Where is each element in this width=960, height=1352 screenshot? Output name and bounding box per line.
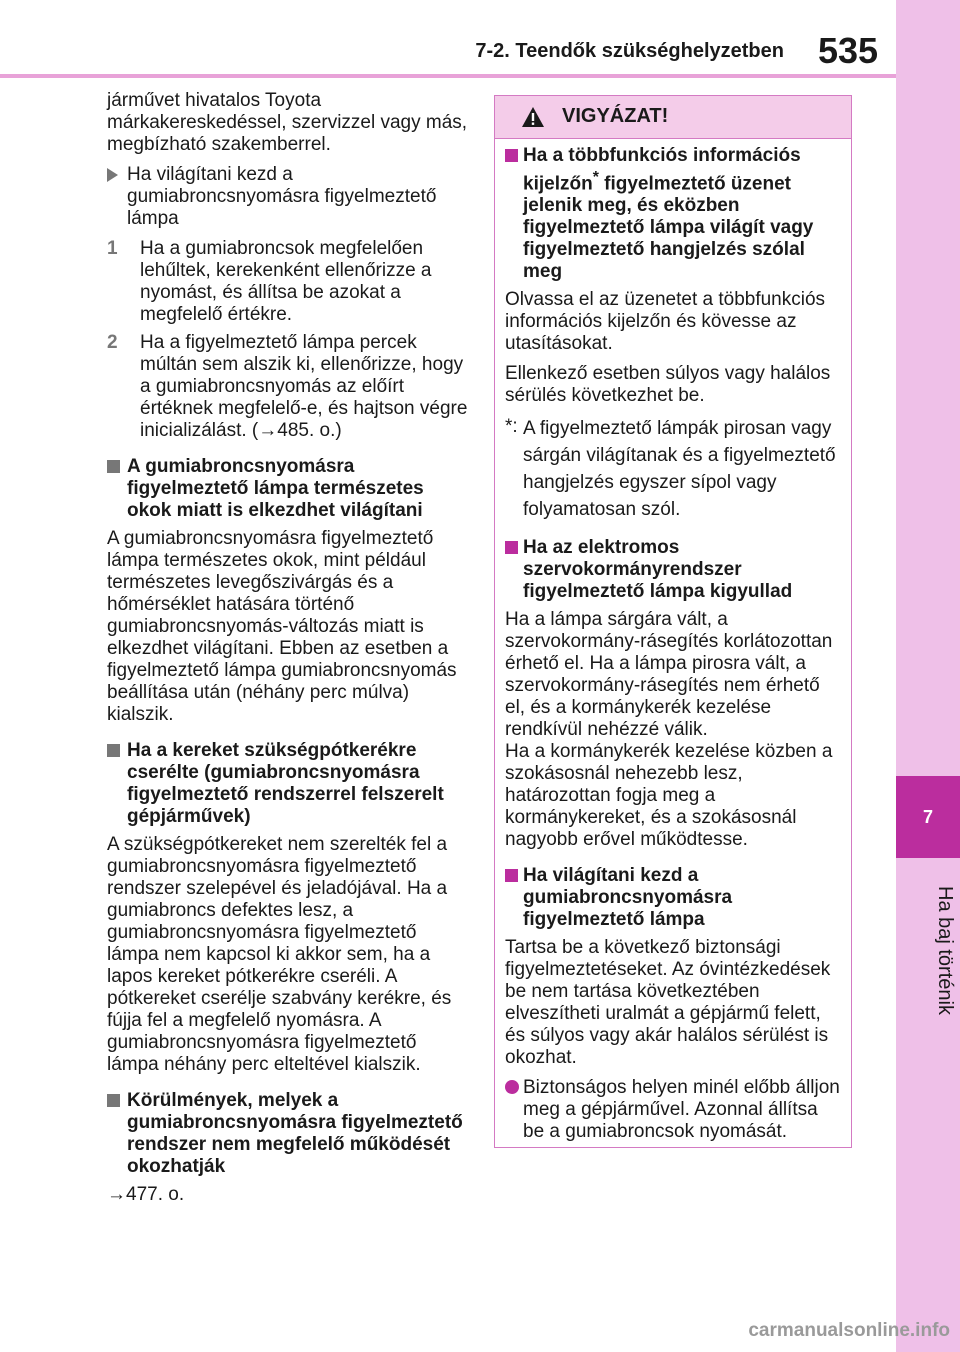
- warning-header: [495, 96, 851, 139]
- section-heading: Körülmények, melyek a gumiabroncsnyomásra figyelmeztető rendszer nem megfelelő működését okozhatják: [107, 1090, 469, 1178]
- section-body: A gumiabroncsnyomásra figyelmeztető lámpa természetes okok, mint például természetes levegőszivárgás és a hőmérséklet hatására történő gumiabroncsnyomás-változás miatt is elkezdhet világítani. Ebben az esetben a figyelmeztető lámpa gumiabroncsnyomás beállítása után (néhány perc múlva) kialszik.: [107, 528, 457, 725]
- warning-triangle-icon: [521, 106, 545, 128]
- square-bullet-icon: [107, 1094, 120, 1107]
- page-number: 535: [817, 30, 879, 71]
- triangle-bullet-icon: [107, 168, 118, 182]
- warning-bullet: Biztonságos helyen minél előbb álljon meg a gépjárművel. Azonnal állítsa be a gumiabroncsok nyomását.: [505, 1077, 841, 1143]
- step-number: 1: [107, 238, 118, 259]
- step-item: [107, 238, 469, 326]
- warning-section-heading: Ha az elektromos szervokormányrendszer figyelmeztető lámpa kigyullad: [505, 537, 841, 603]
- step-item: [107, 332, 469, 442]
- square-bullet-icon: [107, 460, 120, 473]
- chapter-label: Ha baj történik: [934, 885, 956, 1015]
- section-body: A szükségpótkereket nem szerelték fel a gumiabroncsnyomásra figyelmeztető rendszer szelepével és jeladójával. Ha a gumiabroncs defektes lesz, a gumiabroncsnyomásra figyelmeztető lámpa nem kapcsol ki akkor sem, ha a lapos kereket pótkerékre cseréli. A pótkereket cserélje szabvány kerékre, és fújja fel a megfelelő nyomásra. A gumiabroncsnyomásra figyelmeztető lámpa néhány perc elteltével kialszik.: [107, 834, 452, 1075]
- warning-paragraph: Olvassa el az üzenetet a többfunkciós információs kijelzőn és kövesse az utasításokat.: [505, 289, 826, 355]
- section-heading: A gumiabroncsnyomásra figyelmeztető lámpa természetes okok miatt is elkezdhet világítani: [107, 456, 469, 522]
- square-bullet-icon: [505, 541, 518, 554]
- circle-bullet-icon: [505, 1080, 519, 1094]
- footnote-text: A figyelmeztető lámpák pirosan vagy sárgán világítanak és a figyelmeztető hangjelzés egyszer sípol vagy folyamatosan szól.: [523, 418, 836, 521]
- warning-section-heading: Ha a többfunkciós információs kijelzőn* figyelmeztető üzenet jelenik meg, és eközben figyelmeztető lámpa világít vagy figyelmeztető hangjelzés szólal meg: [505, 145, 841, 283]
- step-text: Ha a figyelmeztető lámpa percek múltán sem alszik ki, ellenőrizze, hogy a gumiabroncsnyomás az előírt értéknek megfelelő-e, és hajtson végre inicializálást. (→485. o.): [140, 332, 468, 441]
- page-reference-link[interactable]: →477. o.: [107, 1184, 185, 1205]
- header-rule: [0, 74, 896, 78]
- warning-paragraph: Ellenkező esetben súlyos vagy halálos sérülés következhet be.: [505, 363, 831, 407]
- square-bullet-icon: [107, 744, 120, 757]
- section-heading: Ha a kereket szükségpótkerékre cserélte (gumiabroncsnyomásra figyelmeztető rendszerrel felszerelt gépjárművek): [107, 740, 469, 828]
- warning-paragraph: Ha a kormánykerék kezelése közben a szokásosnál nehezebb lesz, határozottan fogja meg a kormánykereket, és a szokásosnál nagyobb erővel működtesse.: [505, 741, 833, 851]
- chapter-number-tab[interactable]: 7: [896, 776, 960, 858]
- square-bullet-icon: [505, 149, 518, 162]
- intro-paragraph: járművet hivatalos Toyota márkakereskedéssel, szervizzel vagy más, megbízható szakemberrel.: [107, 90, 468, 155]
- warning-title: VIGYÁZAT!: [562, 105, 669, 127]
- warning-paragraph: Ha a lámpa sárgára vált, a szervokormány-rásegítés korlátozottan érhető el. Ha a lámpa pirosra vált, a szervokormány-rásegítés nem érhető el, és a kormánykerék kezelése rendkívül nehézzé válik.: [505, 609, 833, 741]
- warning-box: [494, 95, 852, 1148]
- step-number: 2: [107, 332, 118, 353]
- footnote: [505, 415, 841, 523]
- square-bullet-icon: [505, 869, 518, 882]
- chapter-sidebar: [896, 0, 960, 1352]
- footnote-marker: *: [592, 169, 599, 186]
- warning-section-heading: Ha világítani kezd a gumiabroncsnyomásra figyelmeztető lámpa: [505, 865, 841, 931]
- arrow-item: [107, 164, 469, 230]
- left-column: [107, 90, 469, 1214]
- warning-paragraph: Tartsa be a következő biztonsági figyelmeztetéseket. Az óvintézkedések be nem tartása következtében elveszítheti uralmát a gépjármű felett, és súlyos vagy akár halálos sérülést is okozhat.: [505, 937, 831, 1069]
- arrow-item-text: Ha világítani kezd a gumiabroncsnyomásra figyelmeztető lámpa: [127, 164, 437, 229]
- watermark: carmanualsonline.info: [748, 1320, 950, 1341]
- warning-body: [495, 139, 851, 1143]
- step-text: Ha a gumiabroncsok megfelelően lehűltek, kerekenként ellenőrizze a nyomást, és állítsa be azokat a megfelelő értékre.: [140, 238, 432, 325]
- footnote-mark: *:: [505, 416, 518, 438]
- section-title: 7-2. Teendők szükséghelyzetben: [475, 40, 784, 62]
